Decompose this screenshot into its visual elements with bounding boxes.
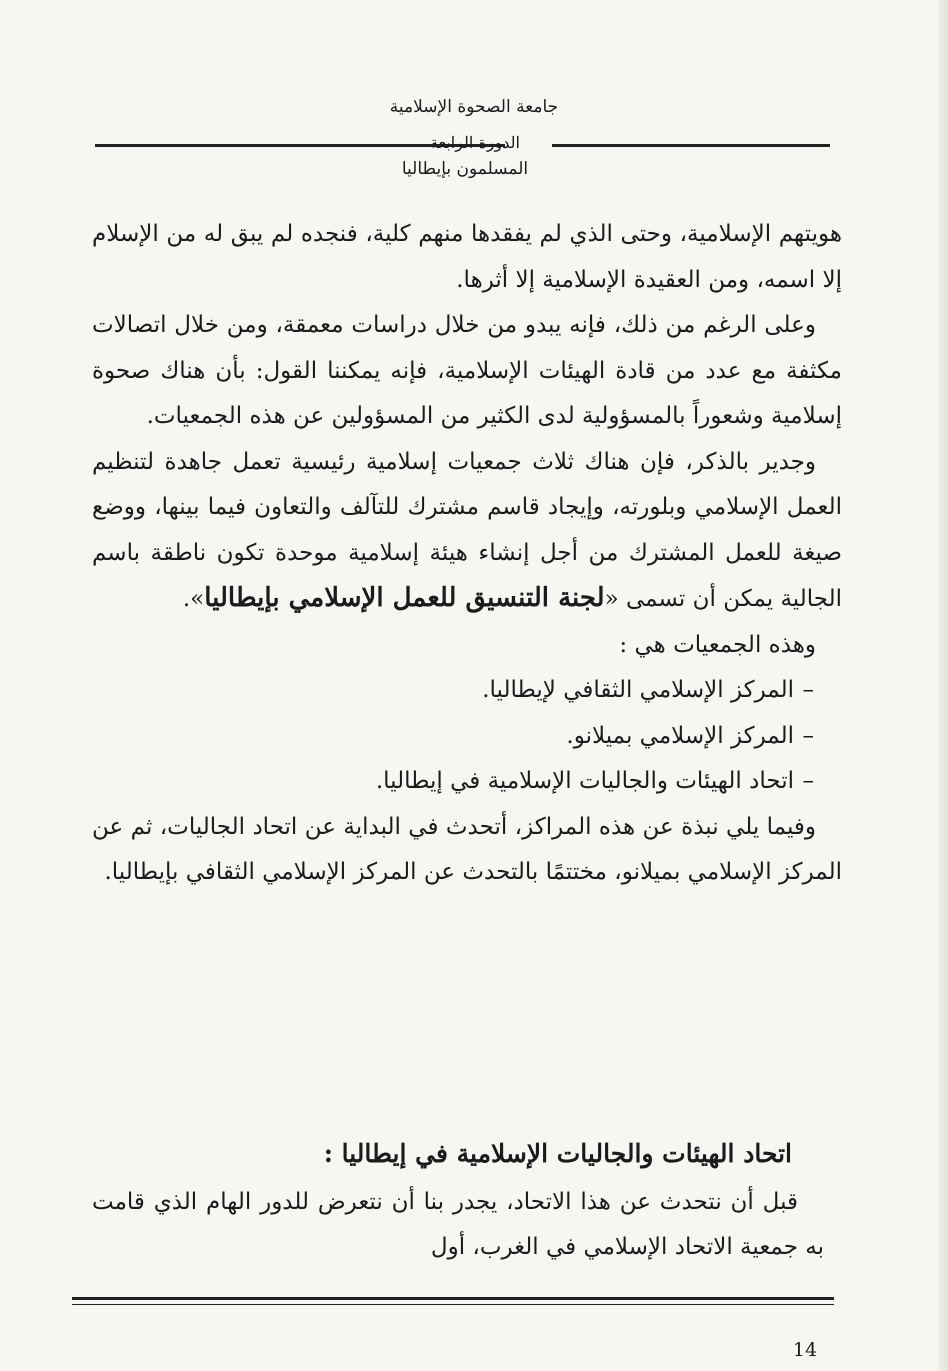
list-item-text: اتحاد الهيئات والجاليات الإسلامية في إيطاليا. <box>375 768 794 794</box>
committee-name: لجنة التنسيق للعمل الإسلامي بإيطاليا <box>204 583 605 613</box>
list-item-text: المركز الإسلامي الثقافي لإيطاليا. <box>482 677 794 703</box>
running-header <box>0 96 948 192</box>
list-dash: – <box>802 677 814 703</box>
section-heading: اتحاد الهيئات والجاليات الإسلامية في إيطاليا : <box>323 1139 792 1168</box>
paragraph-3-text: وجدير بالذكر، فإن هناك ثلاث جمعيات إسلامية رئيسية تعمل جاهدة لتنظيم العمل الإسلامي وبلورته، وإيجاد قاسم مشترك للتآلف والتعاون فيما بينها، ووضع صيغة للعمل المشترك من أجل إنشاء هيئة إسلامية موحدة تكون ناطقة باسم الجالية يمكن أن تسمى « <box>92 448 842 612</box>
footer-rule <box>72 1297 834 1300</box>
page-edge <box>938 0 948 1371</box>
header-university-title: جامعة الصحوة الإسلامية <box>389 97 559 117</box>
page-number: 14 <box>792 1339 818 1361</box>
list-item <box>92 668 842 714</box>
main-body <box>92 212 842 896</box>
list-item-text: المركز الإسلامي بميلانو. <box>566 722 794 749</box>
paragraph-4: وفيما يلي نبذة عن هذه المراكز، أتحدث في البداية عن اتحاد الجاليات، ثم عن المركز الإسلامي بميلانو، مختتمًا بالتحدث عن المركز الإسلامي الثقافي بإيطاليا. <box>92 813 842 885</box>
list-item <box>92 759 842 805</box>
list-intro: وهذه الجمعيات هي : <box>619 631 816 658</box>
section-body <box>92 1180 824 1270</box>
list-item <box>92 714 842 760</box>
paragraph-1: هويتهم الإسلامية، وحتى الذي لم يفقدها منهم كلية، فنجده لم يبق له من الإسلام إلا اسمه، ومن العقيدة الإسلامية إلا أثرها. <box>92 221 842 293</box>
paragraph-3 <box>92 440 842 623</box>
list-dash: – <box>802 768 814 794</box>
header-rule-right <box>552 144 830 147</box>
section-paragraph-1: قبل أن نتحدث عن هذا الاتحاد، يجدر بنا أن نتعرض للدور الهام الذي قامت به جمعية الاتحاد الإسلامي في الغرب، أول <box>92 1189 824 1260</box>
paragraph-3-end: ». <box>182 586 205 612</box>
list-dash: – <box>802 722 814 749</box>
footer-rule-thin <box>72 1304 834 1305</box>
header-session-title: الدورة الرابعة <box>430 133 520 152</box>
paragraph-2: وعلى الرغم من ذلك، فإنه يبدو من خلال دراسات معمقة، ومن خلال اتصالات مكثفة مع عدد من قادة الهيئات الإسلامية، فإنه يمكننا القول: بأن هناك صحوة إسلامية وشعوراً بالمسؤولية لدى الكثير من المسؤولين عن هذه الجمعيات. <box>92 312 842 429</box>
header-book-title: المسلمون بإيطاليا <box>401 159 529 179</box>
